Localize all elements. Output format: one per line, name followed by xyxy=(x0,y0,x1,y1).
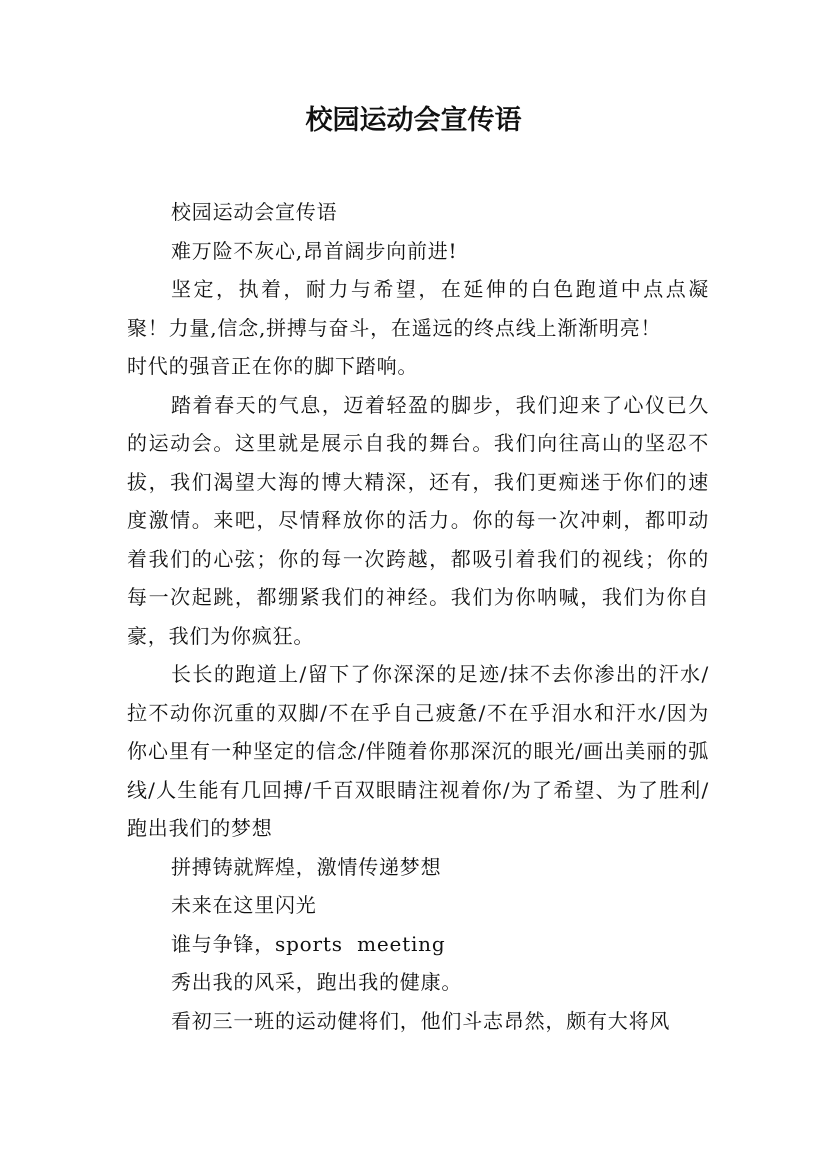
paragraph: 拼搏铸就辉煌，激情传递梦想 xyxy=(171,854,442,879)
paragraph: 坚定，执着，耐力与希望，在延伸的白色跑道中点点凝聚！力量,信念,拼搏与奋斗，在遥远的终点线上渐渐明亮！ xyxy=(127,277,709,340)
paragraph: 校园运动会宣传语 xyxy=(171,200,338,224)
paragraph: 未来在这里闪光 xyxy=(171,893,317,917)
paragraph: 看初三一班的运动健将们，他们斗志昂然，颇有大将风 xyxy=(171,1008,671,1033)
paragraph: 长长的跑道上/留下了你深深的足迹/抹不去你渗出的汗水/拉不动你沉重的双脚/不在乎自己疲惫/不在乎泪水和汗水/因为你心里有一种坚定的信念/伴随着你那深沉的眼光/画出美丽的弧线/人生能有几回搏/千百双眼睛注视着你/为了希望、为了胜利/跑出我们的梦想 xyxy=(127,662,709,840)
document-title: 校园运动会宣传语 xyxy=(305,105,522,136)
paragraph: 谁与争锋，sports meeting xyxy=(171,931,446,956)
document-body xyxy=(127,193,709,1040)
paragraph: 秀出我的风采，跑出我的健康。 xyxy=(171,970,463,994)
paragraph: 踏着春天的气息，迈着轻盈的脚步，我们迎来了心仪已久的运动会。这里就是展示自我的舞台。我们向往高山的坚忍不拔，我们渴望大海的博大精深，还有，我们更痴迷于你们的速度激情。来吧，尽情释放你的活力。你的每一次冲刺，都叩动着我们的心弦；你的每一次跨越，都吸引着我们的视线；你的每一次起跳，都绷紧我们的神经。我们为你呐喊，我们为你自豪，我们为你疯狂。 xyxy=(127,392,709,648)
paragraph: 难万险不灰心,昂首阔步向前进! xyxy=(171,238,458,263)
paragraph: 时代的强音正在你的脚下踏响。 xyxy=(127,354,419,378)
